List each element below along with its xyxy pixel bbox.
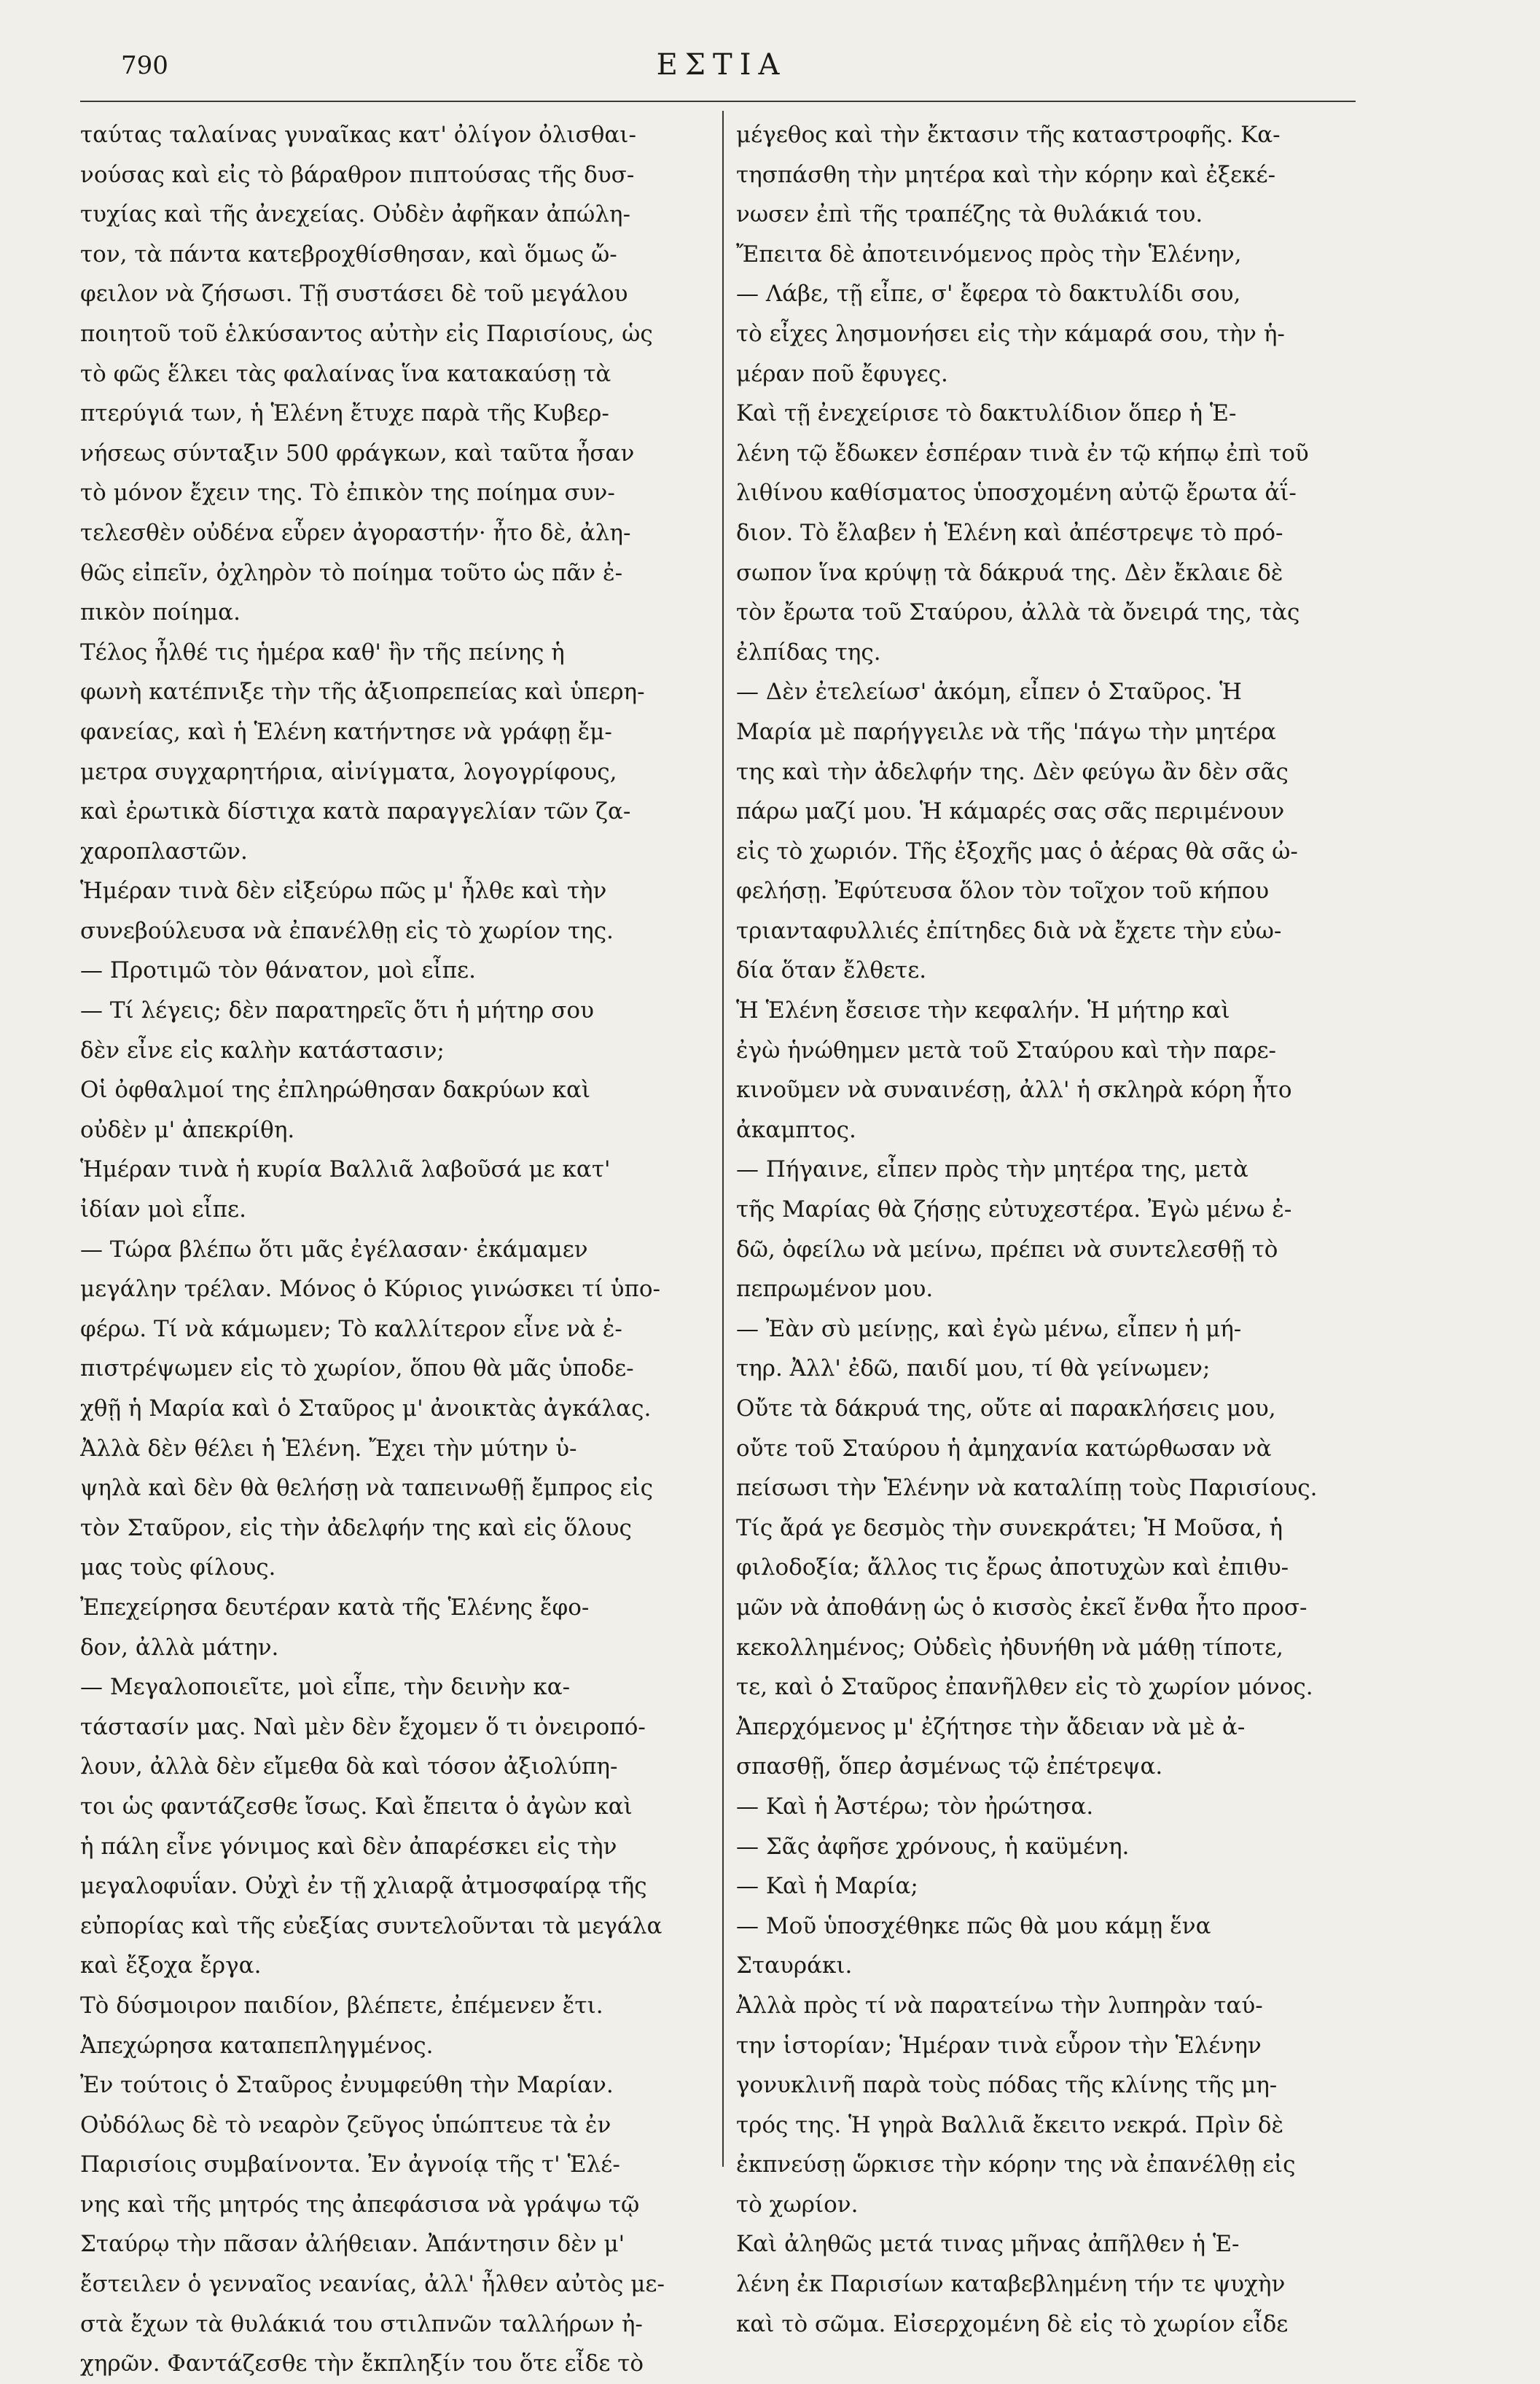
text-line: τὸ εἶχες λησμονήσει εἰς τὴν κάμαρά σου, τὴν ἡ- <box>736 320 1285 347</box>
text-line: Οἱ ὀφθαλμοί της ἐπληρώθησαν δακρύων καὶ <box>80 1077 591 1104</box>
text-line: λένη τῷ ἔδωκεν ἑσπέραν τινὰ ἐν τῷ κήπῳ ἐπὶ τοῦ <box>736 440 1309 467</box>
text-line: οὐδὲν μ' ἀπεκρίθη. <box>80 1116 295 1143</box>
text-line: δία ὅταν ἔλθετε. <box>736 957 927 984</box>
text-line: Ἀπερχόμενος μ' ἐζήτησε τὴν ἄδειαν νὰ μὲ ἀ- <box>736 1713 1246 1740</box>
page-number: 790 <box>121 51 168 80</box>
text-line: ἐλπίδας της. <box>736 639 881 666</box>
text-line: μῶν νὰ ἀποθάνῃ ὡς ὁ κισσὸς ἐκεῖ ἔνθα ἦτο προσ- <box>736 1594 1308 1621</box>
text-line: πικὸν ποίημα. <box>80 599 241 626</box>
text-line: φιλοδοξία; ἄλλος τις ἔρως ἀποτυχὼν καὶ ἐπιθυ- <box>736 1554 1289 1581</box>
text-line: μεγαλοφυΐαν. Οὐχὶ ἐν τῇ χλιαρᾷ ἀτμοσφαίρᾳ τῆς <box>80 1873 647 1900</box>
page-header <box>87 45 1356 89</box>
text-line: νούσας καὶ εἰς τὸ βάραθρον πιπτούσας τῆς δυσ- <box>80 161 635 188</box>
header-rule <box>80 101 1356 102</box>
text-line: — Δὲν ἐτελείωσ' ἀκόμη, εἶπεν ὁ Σταῦρος. Ἡ <box>736 679 1242 706</box>
text-line: Ἡμέραν τινὰ δὲν εἰξεύρω πῶς μ' ἦλθε καὶ τὴν <box>80 878 607 905</box>
text-line: καὶ τὸ σῶμα. Εἰσερχομένη δὲ εἰς τὸ χωρίον εἶδε <box>736 2310 1289 2337</box>
text-line: κινοῦμεν νὰ συναινέσῃ, ἀλλ' ἡ σκληρὰ κόρη ἦτο <box>736 1077 1292 1104</box>
text-line: τησπάσθη τὴν μητέρα καὶ τὴν κόρην καὶ ἐξεκέ- <box>736 161 1276 188</box>
text-line: τηρ. Ἀλλ' ἐδῶ, παιδί μου, τί θὰ γείνωμεν; <box>736 1355 1211 1382</box>
text-line: την ἱστορίαν; Ἡμέραν τινὰ εὗρον τὴν Ἑλένην <box>736 2032 1262 2059</box>
text-line: Οὐδόλως δὲ τὸ νεαρὸν ζεῦγος ὑπώπτευε τὰ ἐν <box>80 2111 611 2138</box>
text-line: σπασθῇ, ὅπερ ἀσμένως τῷ ἐπέτρεψα. <box>736 1753 1163 1780</box>
text-line: συνεβούλευσα νὰ ἐπανέλθῃ εἰς τὸ χωρίον της. <box>80 917 614 944</box>
text-line: χαροπλαστῶν. <box>80 838 248 865</box>
text-line: νης καὶ τῆς μητρός της ἀπεφάσισα νὰ γράψω τῷ <box>80 2191 640 2218</box>
column-divider <box>722 111 724 2167</box>
right-column <box>736 115 1359 2344</box>
text-line: — Λάβε, τῇ εἶπε, σ' ἔφερα τὸ δακτυλίδι σου, <box>736 281 1241 308</box>
text-line: ψηλὰ καὶ δὲν θὰ θελήσῃ νὰ ταπεινωθῇ ἔμπρος εἰς <box>80 1475 653 1502</box>
text-line: ἀκαμπτος. <box>736 1116 856 1143</box>
text-line: φειλον νὰ ζήσωσι. Τῇ συστάσει δὲ τοῦ μεγάλου <box>80 281 628 308</box>
text-line: τὸ φῶς ἕλκει τὰς φαλαίνας ἵνα κατακαύσῃ τὰ <box>80 360 611 387</box>
text-line: Ἀλλὰ πρὸς τί νὰ παρατείνω τὴν λυπηρὰν ταύ- <box>736 1992 1263 2019</box>
text-line: τον, τὰ πάντα κατεβροχθίσθησαν, καὶ ὅμως ὤ- <box>80 241 617 268</box>
text-line: κεκολλημένος; Οὐδεὶς ἠδυνήθη νὰ μάθῃ τίποτε, <box>736 1634 1283 1661</box>
text-line: πιστρέψωμεν εἰς τὸ χωρίον, ὅπου θὰ μᾶς ὑποδε- <box>80 1355 634 1382</box>
text-line: ἐγὼ ἡνώθημεν μετὰ τοῦ Σταύρου καὶ τὴν παρε- <box>736 1037 1277 1064</box>
text-line: νωσεν ἐπὶ τῆς τραπέζης τὰ θυλάκιά του. <box>736 201 1203 228</box>
text-line: χθῇ ἡ Μαρία καὶ ὁ Σταῦρος μ' ἀνοικτὰς ἀγκάλας. <box>80 1395 652 1422</box>
text-line: τε, καὶ ὁ Σταῦρος ἐπανῆλθεν εἰς τὸ χωρίον μόνος. <box>736 1674 1313 1701</box>
text-line: — Ἐὰν σὺ μείνῃς, καὶ ἐγὼ μένω, εἶπεν ἡ μή- <box>736 1315 1242 1342</box>
text-line: Καὶ τῇ ἐνεχείρισε τὸ δακτυλίδιον ὅπερ ἡ Ἑ- <box>736 400 1237 427</box>
text-line: λιθίνου καθίσματος ὑποσχομένη αὐτῷ ἔρωτα ἀΐ- <box>736 480 1297 507</box>
text-line: τριανταφυλλιές ἐπίτηδες διὰ νὰ ἔχετε τὴν εὐω- <box>736 917 1282 944</box>
text-line: τὸν ἔρωτα τοῦ Σταύρου, ἀλλὰ τὰ ὄνειρά της, τὰς <box>736 599 1300 626</box>
text-line: εὐπορίας καὶ τῆς εὐεξίας συντελοῦνται τὰ μεγάλα <box>80 1912 662 1939</box>
text-line: — Καὶ ἡ Μαρία; <box>736 1873 918 1900</box>
text-line: καὶ ἐρωτικὰ δίστιχα κατὰ παραγγελίαν τῶν ζα- <box>80 798 631 825</box>
text-line: πείσωσι τὴν Ἑλένην νὰ καταλίπῃ τοὺς Παρισίους. <box>736 1475 1318 1502</box>
text-line: φωνὴ κατέπνιξε τὴν τῆς ἀξιοπρεπείας καὶ ὑπερη- <box>80 679 645 706</box>
text-line: σωπον ἵνα κρύψῃ τὰ δάκρυά της. Δὲν ἔκλαιε δὲ <box>736 559 1283 586</box>
text-line: μέραν ποῦ ἔφυγες. <box>736 360 948 387</box>
text-line: τελεσθὲν οὐδένα εὗρεν ἀγοραστήν· ἦτο δὲ, ἀλη- <box>80 519 631 546</box>
text-line: Ἡμέραν τινὰ ἡ κυρία Βαλλιᾶ λαβοῦσά με κατ' <box>80 1156 611 1183</box>
text-line: δὲν εἶνε εἰς καλὴν κατάστασιν; <box>80 1037 445 1064</box>
text-line: τάστασίν μας. Ναὶ μὲν δὲν ἔχομεν ὅ τι ὀνειροπό- <box>80 1713 646 1740</box>
text-line: — Τί λέγεις; δὲν παρατηρεῖς ὅτι ἡ μήτηρ σου <box>80 997 594 1024</box>
text-line: ποιητοῦ τοῦ ἑλκύσαντος αὐτὴν εἰς Παρισίους, ὡς <box>80 320 653 347</box>
text-line: ἰδίαν μοὶ εἶπε. <box>80 1196 246 1223</box>
text-line: Τὸ δύσμοιρον παιδίον, βλέπετε, ἐπέμενεν ἔτι. <box>80 1992 603 2019</box>
text-line: μετρα συγχαρητήρια, αἰνίγματα, λογογρίφους, <box>80 758 617 785</box>
text-line: φέρω. Τί νὰ κάμωμεν; Τὸ καλλίτερον εἶνε νὰ ἐ- <box>80 1315 622 1342</box>
text-line: μας τοὺς φίλους. <box>80 1554 276 1581</box>
text-line: Ἀπεχώρησα καταπεπληγμένος. <box>80 2032 434 2059</box>
text-line: Ἐπεχείρησα δευτέραν κατὰ τῆς Ἑλένης ἔφο- <box>80 1594 590 1621</box>
text-line: Μαρία μὲ παρήγγειλε νὰ τῆς 'πάγω τὴν μητέρα <box>736 718 1276 745</box>
text-line: Καὶ ἀληθῶς μετά τινας μῆνας ἀπῆλθεν ἡ Ἑ- <box>736 2231 1240 2258</box>
text-line: — Μοῦ ὑποσχέθηκε πῶς θὰ μου κάμῃ ἕνα <box>736 1912 1211 1939</box>
text-line: δον, ἀλλὰ μάτην. <box>80 1634 279 1661</box>
text-line: νήσεως σύνταξιν 500 φράγκων, καὶ ταῦτα ἦσαν <box>80 440 635 467</box>
text-line: λένη ἐκ Παρισίων καταβεβλημένη τήν τε ψυχὴν <box>736 2271 1286 2298</box>
text-line: μέγεθος καὶ τὴν ἔκτασιν τῆς καταστροφῆς. Κα- <box>736 122 1281 148</box>
text-line: Ἐν τούτοις ὁ Σταῦρος ἐνυμφεύθη τὴν Μαρίαν. <box>80 2072 614 2099</box>
text-line: οὔτε τοῦ Σταύρου ἡ ἀμηχανία κατώρθωσαν νὰ <box>736 1435 1272 1462</box>
text-line: τὸ χωρίον. <box>736 2191 859 2218</box>
journal-title: ΕΣΤΙΑ <box>656 48 787 82</box>
text-line: — Σᾶς ἀφῆσε χρόνους, ἡ καϋμένη. <box>736 1833 1130 1860</box>
text-line: — Προτιμῶ τὸν θάνατον, μοὶ εἶπε. <box>80 957 476 984</box>
text-line: Ἀλλὰ δὲν θέλει ἡ Ἑλένη. Ἔχει τὴν μύτην ὑ- <box>80 1435 577 1462</box>
text-line: Οὔτε τὰ δάκρυά της, οὔτε αἱ παρακλήσεις μου, <box>736 1395 1276 1422</box>
text-line: στὰ ἔχων τὰ θυλάκιά του στιλπνῶν ταλλήρων ἠ- <box>80 2310 643 2337</box>
text-line: τοι ὡς φαντάζεσθε ἴσως. Καὶ ἔπειτα ὁ ἀγὼν καὶ <box>80 1793 633 1820</box>
text-line: Σταύρῳ τὴν πᾶσαν ἀλήθειαν. Ἀπάντησιν δὲν μ' <box>80 2231 625 2258</box>
left-column <box>80 115 708 2384</box>
text-line: — Μεγαλοποιεῖτε, μοὶ εἶπε, τὴν δεινὴν κα- <box>80 1674 571 1701</box>
text-line: φελήσῃ. Ἐφύτευσα ὅλον τὸν τοῖχον τοῦ κήπου <box>736 878 1270 905</box>
text-line: διον. Τὸ ἔλαβεν ἡ Ἑλένη καὶ ἀπέστρεψε τὸ πρό- <box>736 519 1283 546</box>
text-line: ταύτας ταλαίνας γυναῖκας κατ' ὀλίγον ὀλισθαι- <box>80 122 636 148</box>
text-line: πτερύγιά των, ἡ Ἑλένη ἔτυχε παρὰ τῆς Κυβερ- <box>80 400 609 427</box>
text-line: Τίς ἄρά γε δεσμὸς τὴν συνεκράτει; Ἡ Μοῦσα, ἡ <box>736 1514 1283 1541</box>
text-line: μεγάλην τρέλαν. Μόνος ὁ Κύριος γινώσκει τί ὑπο- <box>80 1276 660 1303</box>
text-line: — Καὶ ἡ Ἀστέρω; τὸν ἠρώτησα. <box>736 1793 1094 1820</box>
text-line: λουν, ἀλλὰ δὲν εἴμεθα δὰ καὶ τόσον ἀξιολύπη- <box>80 1753 618 1780</box>
text-line: θῶς εἰπεῖν, ὀχληρὸν τὸ ποίημα τοῦτο ὡς πᾶν ἐ- <box>80 559 623 586</box>
text-line: τῆς Μαρίας θὰ ζήσῃς εὐτυχεστέρα. Ἐγὼ μένω ἐ- <box>736 1196 1292 1223</box>
text-line: πάρω μαζί μου. Ἡ κάμαρές σας σᾶς περιμένουν <box>736 798 1285 825</box>
text-line: εἰς τὸ χωριόν. Τῆς ἐξοχῆς μας ὁ ἀέρας θὰ σᾶς ὠ- <box>736 838 1298 865</box>
text-line: — Πήγαινε, εἶπεν πρὸς τὴν μητέρα της, μετὰ <box>736 1156 1248 1183</box>
text-line: ἔστειλεν ὁ γενναῖος νεανίας, ἀλλ' ἦλθεν αὐτὸς με- <box>80 2271 665 2298</box>
text-line: Τέλος ἦλθέ τις ἡμέρα καθ' ἣν τῆς πείνης ἡ <box>80 639 565 666</box>
text-line: τὸ μόνον ἔχειν της. Τὸ ἐπικὸν της ποίημα συν- <box>80 480 615 507</box>
text-line: — Τώρα βλέπω ὅτι μᾶς ἐγέλασαν· ἐκάμαμεν <box>80 1236 588 1263</box>
text-line: τρός της. Ἡ γηρὰ Βαλλιᾶ ἔκειτο νεκρά. Πρὶν δὲ <box>736 2111 1284 2138</box>
text-line: Σταυράκι. <box>736 1952 853 1979</box>
text-line: πεπρωμένον μου. <box>736 1276 934 1303</box>
text-line: τὸν Σταῦρον, εἰς τὴν ἀδελφήν της καὶ εἰς ὅλους <box>80 1514 632 1541</box>
text-line: καὶ ἔξοχα ἔργα. <box>80 1952 262 1979</box>
text-line: γονυκλινῆ παρὰ τοὺς πόδας τῆς κλίνης τῆς μη- <box>736 2072 1278 2099</box>
text-line: δῶ, ὀφείλω νὰ μείνω, πρέπει νὰ συντελεσθῇ τὸ <box>736 1236 1278 1263</box>
text-line: ἡ πάλη εἶνε γόνιμος καὶ δὲν ἀπαρέσκει εἰς τὴν <box>80 1833 617 1860</box>
text-line: Ἡ Ἑλένη ἔσεισε τὴν κεφαλήν. Ἡ μήτηρ καὶ <box>736 997 1230 1024</box>
text-line: χηρῶν. Φαντάζεσθε τὴν ἔκπληξίν του ὅτε εἶδε τὸ <box>80 2350 644 2377</box>
text-line: τυχίας καὶ τῆς ἀνεχείας. Οὐδὲν ἀφῆκαν ἀπώλη- <box>80 201 630 228</box>
text-line: ἐκπνεύσῃ ὥρκισε τὴν κόρην της νὰ ἐπανέλθῃ εἰς <box>736 2151 1296 2178</box>
text-line: Ἔπειτα δὲ ἀποτεινόμενος πρὸς τὴν Ἑλένην, <box>736 241 1242 268</box>
text-line: Παρισίοις συμβαίνοντα. Ἐν ἀγνοίᾳ τῆς τ' Ἑλέ- <box>80 2151 620 2178</box>
text-line: της καὶ τὴν ἀδελφήν της. Δὲν φεύγω ἂν δὲν σᾶς <box>736 758 1289 785</box>
text-line: φανείας, καὶ ἡ Ἑλένη κατήντησε νὰ γράφῃ ἔμ- <box>80 718 612 745</box>
